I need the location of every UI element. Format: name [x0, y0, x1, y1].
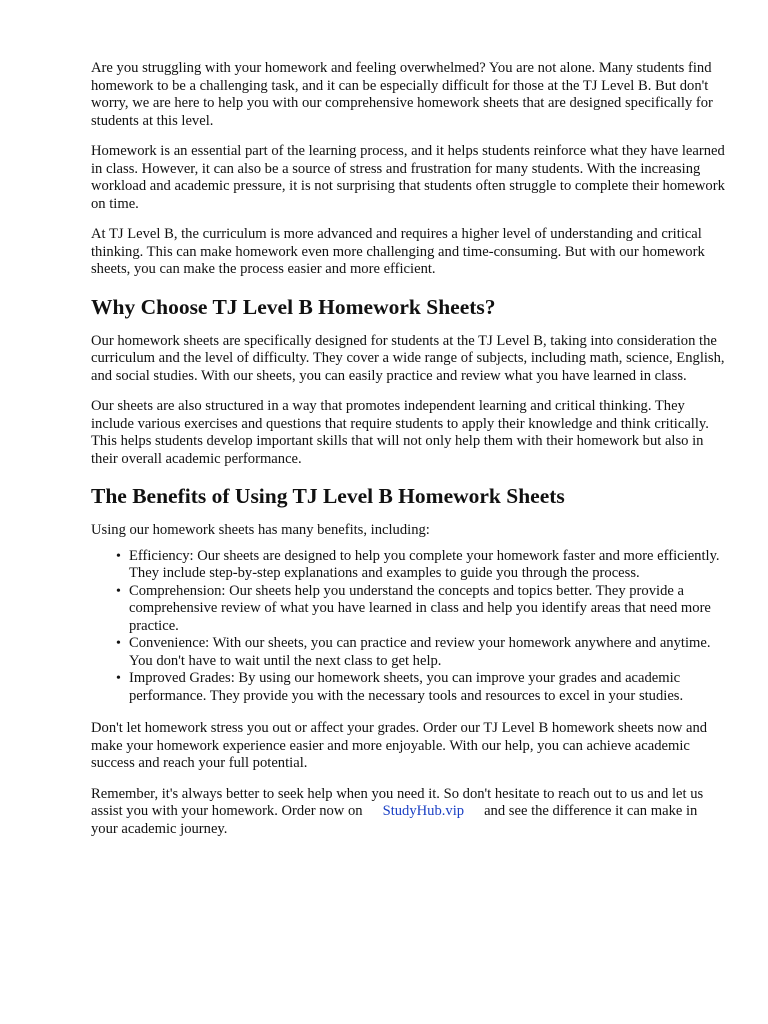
list-item-text: Efficiency: Our sheets are designed to help you complete your homework faster and more efficiently. They include step-by-step explanations and examples to guide you through the process. [129, 547, 720, 581]
list-item-text: Comprehension: Our sheets help you understand the concepts and topics better. They provide a comprehensive review of what you have learned in class and help you identify areas that need more practice. [129, 582, 711, 634]
list-item [116, 547, 725, 583]
benefits-list [91, 548, 725, 706]
document-body [91, 60, 725, 851]
list-item-text: Convenience: With our sheets, you can practice and review your homework anywhere and anytime. You don't have to wait until the next class to get help. [129, 635, 711, 669]
why-paragraph-2: Our sheets are also structured in a way that promotes independent learning and critical thinking. They include various exercises and questions that require students to apply their knowledge and think critically. This helps students develop important skills that will not only help them with their homework but also in their overall academic performance. [91, 398, 709, 467]
closing-text-after-link: and see the difference it can make in your academic journey. [91, 803, 698, 837]
list-item-text: Improved Grades: By using our homework sheets, you can improve your grades and academic performance. They provide you with the necessary tools and resources to excel in your studies. [129, 670, 684, 704]
list-item [116, 582, 725, 636]
why-paragraph-1: Our homework sheets are specifically designed for students at the TJ Level B, taking into consideration the curriculum and the level of difficulty. They cover a wide range of subjects, including math, science, English, and social studies. With our sheets, you can easily practice and review what you have learned in class. [91, 332, 725, 384]
closing-paragraph-1: Don't let homework stress you out or affect your grades. Order our TJ Level B homework sheets now and make your homework experience easier and more enjoyable. With our help, you can achieve academic success and reach your full potential. [91, 720, 708, 771]
intro-paragraph-3: At TJ Level B, the curriculum is more advanced and requires a higher level of understanding and critical thinking. This can make homework even more challenging and time-consuming. But with our homework sheets, you can make the process easier and more efficient. [91, 226, 705, 277]
closing-paragraph-2 [91, 786, 725, 839]
benefits-intro: Using our homework sheets has many benefits, including: [91, 522, 430, 538]
list-item [116, 670, 725, 705]
studyhub-link[interactable]: StudyHub.vip [382, 803, 465, 819]
bullet-icon: • [116, 583, 121, 599]
bullet-icon: • [116, 548, 121, 564]
intro-paragraph-1: Are you struggling with your homework and feeling overwhelmed? You are not alone. Many students find homework to be a challenging task, and it can be especially difficult for those at the TJ Level B. But don't worry, we are here to help you with our comprehensive homework sheets that are designed specifically for students at this level. [91, 60, 713, 129]
bullet-icon: • [116, 671, 121, 686]
why-choose-heading: Why Choose TJ Level B Homework Sheets? [91, 294, 496, 319]
intro-paragraph-2: Homework is an essential part of the learning process, and it helps students reinforce what they have learned in class. However, it can also be a source of stress and frustration for many students. With the increasing workload and academic pressure, it is not surprising that students often struggle to complete their homework on time. [91, 143, 725, 212]
list-item [116, 635, 725, 670]
benefits-heading: The Benefits of Using TJ Level B Homework Sheets [91, 484, 565, 508]
closing-text-before-link: Remember, it's always better to seek help when you need it. So don't hesitate to reach out to us and let us assist you with your homework. Order now on [91, 785, 704, 819]
bullet-icon: • [116, 636, 121, 651]
